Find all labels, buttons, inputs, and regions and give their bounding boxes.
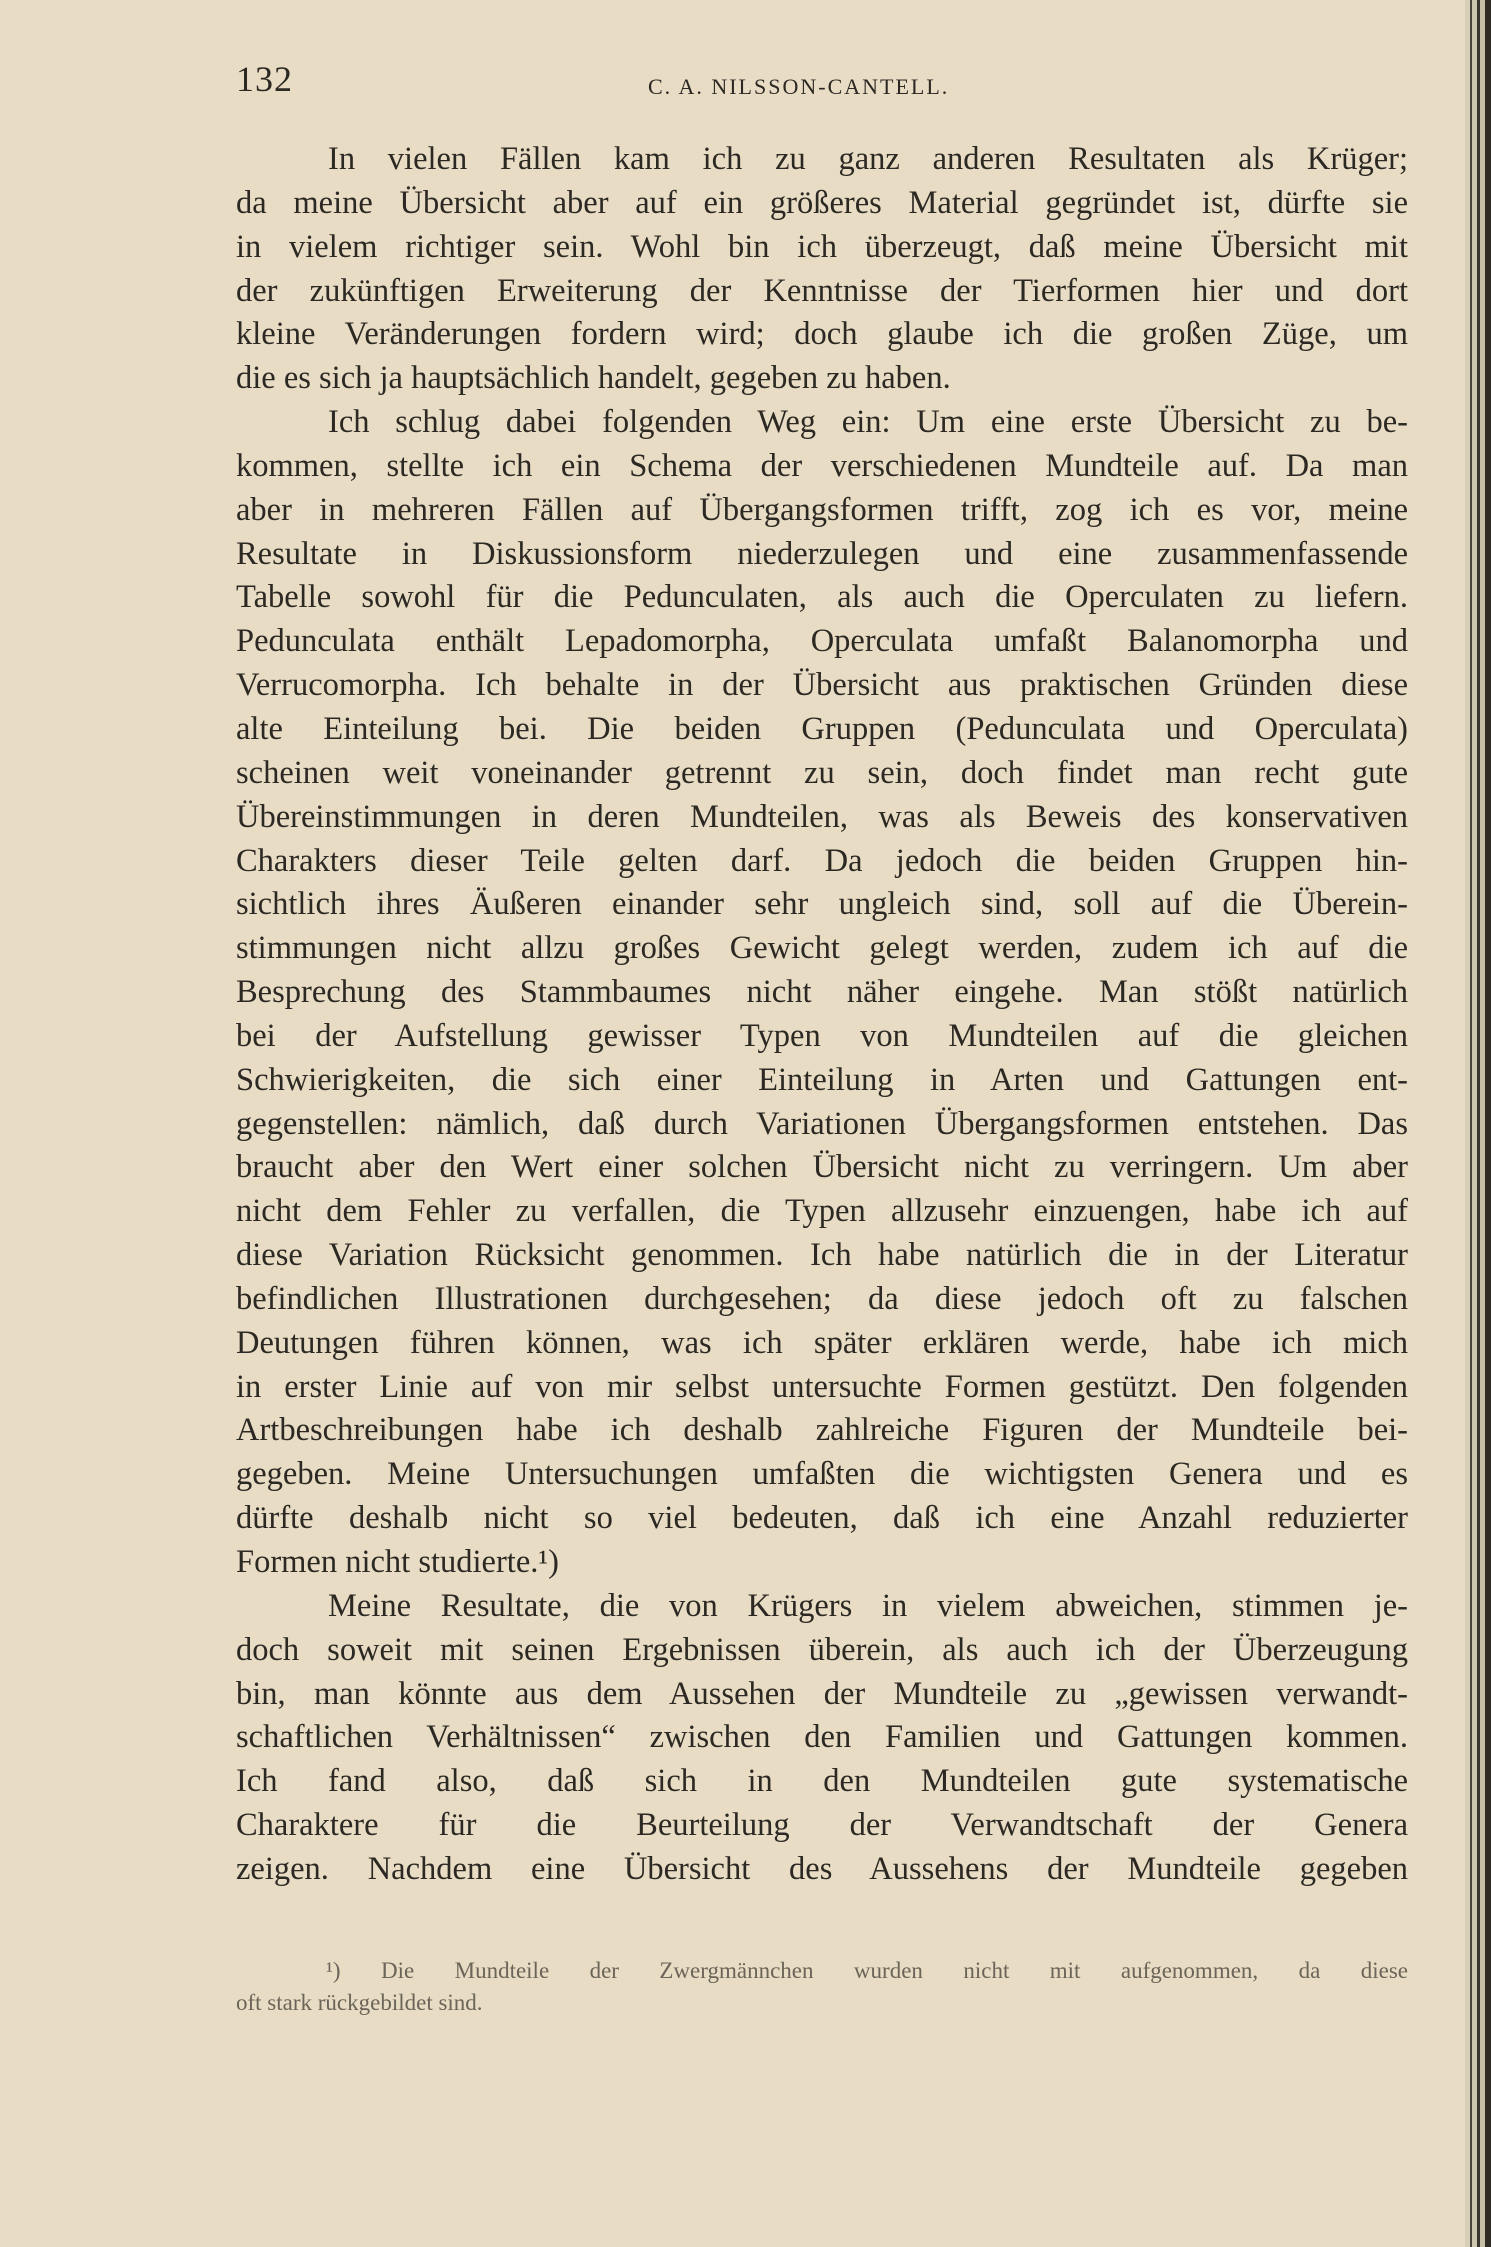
text-line: Ich fand also, daß sich in den Mundteilen gute systematische [236,1763,1408,1800]
text-line: der zukünftigen Erweiterung der Kenntnisse der Tierformen hier und dort [236,272,1408,309]
text-line: aber in mehreren Fällen auf Übergangsformen trifft, zog ich es vor, meine [236,491,1408,528]
text-line: dürfte deshalb nicht so viel bedeuten, daß ich eine Anzahl reduzierter [236,1500,1408,1537]
text-line: Pedunculata enthält Lepadomorpha, Operculata umfaßt Balanomorpha und [236,623,1408,660]
footnote-line: oft stark rückgebildet sind. [236,1990,483,2015]
text-line: Schwierigkeiten, die sich einer Einteilung in Arten und Gattungen ent- [236,1061,1408,1098]
text-line: Besprechung des Stammbaumes nicht näher eingehe. Man stößt natürlich [236,974,1408,1011]
text-line: bei der Aufstellung gewisser Typen von Mundteilen auf die gleichen [236,1017,1408,1054]
text-line: alte Einteilung bei. Die beiden Gruppen (Pedunculata und Operculata) [236,710,1408,747]
text-line: Ich schlug dabei folgenden Weg ein: Um eine erste Übersicht zu be- [328,404,1408,441]
text-line: in erster Linie auf von mir selbst untersuchte Formen gestützt. Den folgenden [236,1368,1408,1405]
footnote-line: ¹) Die Mundteile der Zwergmännchen wurden nicht mit aufgenommen, da diese [326,1958,1408,1983]
text-line: Artbeschreibungen habe ich deshalb zahlreiche Figuren der Mundteile bei- [236,1412,1408,1449]
page-binding-edge [1465,0,1491,2247]
text-line: kleine Veränderungen fordern wird; doch glaube ich die großen Züge, um [236,316,1408,353]
text-line: die es sich ja hauptsächlich handelt, gegeben zu haben. [236,360,951,397]
text-line: Deutungen führen können, was ich später erklären werde, habe ich mich [236,1324,1408,1361]
text-line: diese Variation Rücksicht genommen. Ich habe natürlich die in der Literatur [236,1237,1408,1274]
text-line: braucht aber den Wert einer solchen Übersicht nicht zu verringern. Um aber [236,1149,1408,1186]
text-line: gegenstellen: nämlich, daß durch Variationen Übergangsformen entstehen. Das [236,1105,1408,1142]
footnote [236,1955,1408,2019]
text-line: Verrucomorpha. Ich behalte in der Übersicht aus praktischen Gründen diese [236,667,1408,704]
text-line: schaftlichen Verhältnissen“ zwischen den Familien und Gattungen kommen. [236,1719,1408,1756]
text-line: befindlichen Illustrationen durchgesehen; da diese jedoch oft zu falschen [236,1280,1408,1317]
text-line: Charakters dieser Teile gelten darf. Da jedoch die beiden Gruppen hin- [236,842,1408,879]
text-line: doch soweit mit seinen Ergebnissen überein, als auch ich der Überzeugung [236,1631,1408,1668]
text-line: In vielen Fällen kam ich zu ganz anderen Resultaten als Krüger; [328,141,1408,177]
text-line: scheinen weit voneinander getrennt zu sein, doch findet man recht gute [236,754,1408,791]
body-text [236,138,1408,1892]
text-line: nicht dem Fehler zu verfallen, die Typen allzusehr einzuengen, habe ich auf [236,1193,1408,1230]
text-line: gegeben. Meine Untersuchungen umfaßten die wichtigsten Genera und es [236,1456,1408,1493]
text-line: in vielem richtiger sein. Wohl bin ich überzeugt, daß meine Übersicht mit [236,228,1408,265]
text-line: kommen, stellte ich ein Schema der verschiedenen Mundteile auf. Da man [236,447,1408,484]
page-number: 132 [236,59,293,99]
text-line: Charaktere für die Beurteilung der Verwandtschaft der Genera [236,1807,1408,1844]
running-head: C. A. NILSSON-CANTELL. [648,74,950,99]
text-line: Resultate in Diskussionsform niederzulegen und eine zusammenfassende [236,535,1408,572]
text-line: bin, man könnte aus dem Aussehen der Mundteile zu „gewissen verwandt- [236,1675,1408,1712]
text-line: Tabelle sowohl für die Pedunculaten, als auch die Operculaten zu liefern. [236,579,1408,616]
text-line: da meine Übersicht aber auf ein größeres Material gegründet ist, dürfte sie [236,184,1408,221]
text-line: Meine Resultate, die von Krügers in vielem abweichen, stimmen je- [328,1587,1408,1624]
text-line: sichtlich ihres Äußeren einander sehr ungleich sind, soll auf die Überein- [236,886,1408,923]
text-line: stimmungen nicht allzu großes Gewicht gelegt werden, zudem ich auf die [236,930,1408,967]
text-line: Formen nicht studierte.¹) [236,1544,559,1580]
text-line: Übereinstimmungen in deren Mundteilen, was als Beweis des konservativen [236,798,1408,835]
page-header [236,58,1416,118]
text-line: zeigen. Nachdem eine Übersicht des Aussehens der Mundteile gegeben [236,1850,1408,1887]
